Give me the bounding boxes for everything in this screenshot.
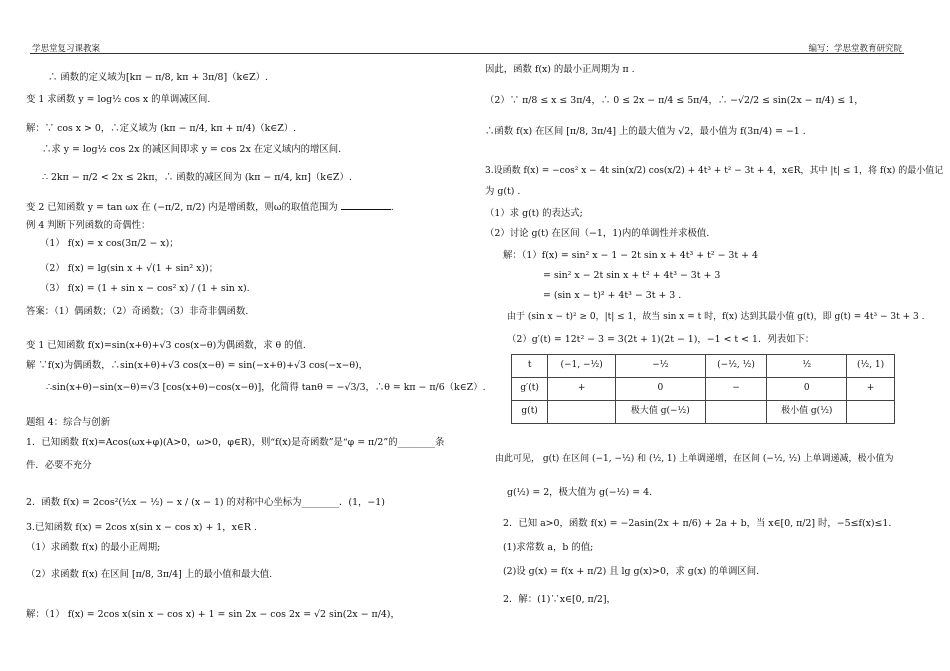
monotonicity-conclusion: 由此可见， g(t) 在区间 (−1, −½) 和 (½, 1) 上单调递增，在区间 (−½, ½) 上单调递减，极小值为 bbox=[495, 454, 894, 464]
group4-q3-part2: （2）求函数 f(x) 在区间 [π/8, 3π/4] 上的最小值和最大值. bbox=[26, 569, 273, 580]
header-rule bbox=[30, 53, 904, 54]
group4-q2: 2．函数 f(x) = 2cos²(½x − ½) − x / (x − 1) 的对称中心坐标为________．(1，−1) bbox=[26, 497, 385, 508]
problem3-solution-step1: 解：（1）f(x) = sin² x − 1 − 2t sin x + 4t³ + t² − 3t + 4 bbox=[503, 250, 758, 261]
variant1b-solution-line2: ∴sin(x+θ)−sin(x−θ)=√3 [cos(x+θ)−cos(x−θ)]，化简得 tanθ = −√3/3，∴θ = kπ − π/6（k∈Z）. bbox=[46, 382, 486, 393]
table-cell bbox=[705, 401, 767, 424]
domain-conclusion: ∴ 函数的定义域为[kπ − π/8, kπ + 3π/8]（k∈Z）. bbox=[48, 72, 268, 83]
problem2-statement: 2．已知 a>0，函数 f(x) = −2asin(2x + π/6) + 2a + b，当 x∈[0, π/2] 时，−5≤f(x)≤1. bbox=[503, 518, 892, 529]
problem2-part2: (2)设 g(x) = f(x + π/2) 且 lg g(x)>0，求 g(x) 的单调区间. bbox=[503, 566, 760, 577]
table-cell: t bbox=[512, 355, 548, 378]
table-cell: ½ bbox=[767, 355, 847, 378]
table-cell: 极大值 g(−½) bbox=[615, 401, 705, 424]
example4-item3: （3） f(x) = (1 + sin x − cos² x) / (1 + sin x). bbox=[40, 283, 250, 294]
extrema-conclusion: ∴函数 f(x) 在区间 [π/8, 3π/4] 上的最大值为 √2，最小值为 f(3π/4) = −1 . bbox=[485, 126, 806, 137]
header-left: 学思堂复习课教案 bbox=[32, 44, 101, 54]
table-cell: + bbox=[548, 378, 616, 401]
problem2-part1: (1)求常数 a，b 的值; bbox=[503, 542, 594, 553]
table-cell bbox=[548, 401, 616, 424]
problem3-solution-step2: = sin² x − 2t sin x + t² + 4t³ − 3t + 3 bbox=[543, 270, 721, 281]
group4-q3-part1: （1）求函数 f(x) 的最小正周期; bbox=[26, 542, 161, 553]
variant1b-solution-line1: 解 ∵f(x)为偶函数，∴sin(x+θ)+√3 cos(x−θ) = sin(−x+θ)+√3 cos(−x−θ)， bbox=[26, 360, 369, 371]
range-derivation: （2）∵ π/8 ≤ x ≤ 3π/4，∴ 0 ≤ 2x − π/4 ≤ 5π/4，∴ −√2/2 ≤ sin(2x − π/4) ≤ 1， bbox=[485, 95, 864, 106]
problem3-solution-step3: = (sin x − t)² + 4t³ − 3t + 3 . bbox=[543, 290, 682, 301]
problem3-part2: （2）讨论 g(t) 在区间（−1，1)内的单调性并求极值. bbox=[485, 228, 710, 239]
table-cell: g(t) bbox=[512, 401, 548, 424]
problem3-min-explanation: 由于 (sin x − t)² ≥ 0，|t| ≤ 1，故当 sin x = t 时，f(x) 达到其最小值 g(t)，即 g(t) = 4t³ − 3t + 3 . bbox=[507, 312, 925, 322]
variant1-question: 变 1 求函数 y = log½ cos x 的单调减区间. bbox=[26, 94, 211, 105]
variant1b-question: 变 1 已知函数 f(x)=sin(x+θ)+√3 cos(x−θ)为偶函数，求 θ 的值. bbox=[26, 340, 306, 351]
table-cell: 0 bbox=[767, 378, 847, 401]
table-cell: (½, 1) bbox=[847, 355, 895, 378]
table-cell: 极小值 g(½) bbox=[767, 401, 847, 424]
example4-item2: （2） f(x) = lg(sin x + √(1 + sin² x))； bbox=[40, 263, 219, 274]
variant1-solution-reduce: ∴求 y = log½ cos 2x 的减区间即求 y = cos 2x 在定义域内的增区间. bbox=[42, 144, 342, 155]
problem3-statement: 3.设函数 f(x) = −cos² x − 4t sin(x/2) cos(x/2) + 4t³ + t² − 3t + 4，x∈R，其中 |t| ≤ 1，将 f(x) 的最小值记 bbox=[485, 166, 944, 176]
table-cell: + bbox=[847, 378, 895, 401]
table-row-derivative bbox=[512, 378, 895, 401]
group4-q1-answer: 件．必要不充分 bbox=[26, 460, 92, 471]
table-cell: g′(t) bbox=[512, 378, 548, 401]
table-row-value bbox=[512, 401, 895, 424]
group4-title: 题组 4：综合与创新 bbox=[26, 417, 110, 428]
group4-q3: 3.已知函数 f(x) = 2cos x(sin x − cos x) + 1，x∈R . bbox=[26, 522, 257, 533]
example4-title: 例 4 判断下列函数的奇偶性： bbox=[26, 220, 151, 231]
table-cell bbox=[847, 401, 895, 424]
group4-q1: 1．已知函数 f(x)=Acos(ωx+φ)(A>0，ω>0，φ∈R)，则“f(x)是奇函数”是“φ = π/2”的________条 bbox=[26, 437, 445, 448]
variant1-solution-interval: ∴ 2kπ − π/2 < 2x ≤ 2kπ，∴ 函数的减区间为 (kπ − π/4, kπ]（k∈Z）. bbox=[42, 172, 352, 183]
extrema-values: g(½) = 2，极大值为 g(−½) = 4. bbox=[507, 487, 653, 498]
table-cell: − bbox=[705, 378, 767, 401]
header-right: 编写：学思堂教育研究院 bbox=[808, 44, 902, 54]
problem2-solution-start: 2．解：(1)∵x∈[0, π/2]， bbox=[503, 594, 616, 605]
answer-blank bbox=[341, 200, 391, 210]
table-cell: −½ bbox=[615, 355, 705, 378]
example4-answer: 答案：（1）偶函数；（2）奇函数；（3）非奇非偶函数. bbox=[26, 306, 249, 317]
table-cell: 0 bbox=[615, 378, 705, 401]
problem3-derivative: （2）g′(t) = 12t² − 3 = 3(2t + 1)(2t − 1)，−1 < t < 1．列表如下： bbox=[507, 334, 815, 345]
table-cell: (−½, ½) bbox=[705, 355, 767, 378]
variant2-question: 变 2 已知函数 y = tan ωx 在 (−π/2, π/2) 内是增函数，则ω的取值范围为 . bbox=[26, 202, 394, 213]
problem3-part1: （1）求 g(t) 的表达式; bbox=[485, 208, 583, 219]
variant2-question-text: 变 2 已知函数 y = tan ωx 在 (−π/2, π/2) 内是增函数，则ω的取值范围为 bbox=[26, 202, 338, 213]
variant1-solution-domain: 解：∵ cos x > 0，∴定义域为 (kπ − π/4, kπ + π/4)（k∈Z）. bbox=[26, 123, 297, 134]
problem3-statement-cont: 为 g(t) . bbox=[485, 186, 521, 197]
period-conclusion: 因此，函数 f(x) 的最小正周期为 π . bbox=[485, 64, 635, 75]
example4-item1: （1） f(x) = x cos(3π/2 − x)； bbox=[40, 238, 179, 249]
monotonicity-table bbox=[511, 354, 895, 424]
table-row-t bbox=[512, 355, 895, 378]
table-cell: (−1, −½) bbox=[548, 355, 616, 378]
group4-q3-solution: 解：（1） f(x) = 2cos x(sin x − cos x) + 1 = sin 2x − cos 2x = √2 sin(2x − π/4)， bbox=[26, 609, 400, 620]
